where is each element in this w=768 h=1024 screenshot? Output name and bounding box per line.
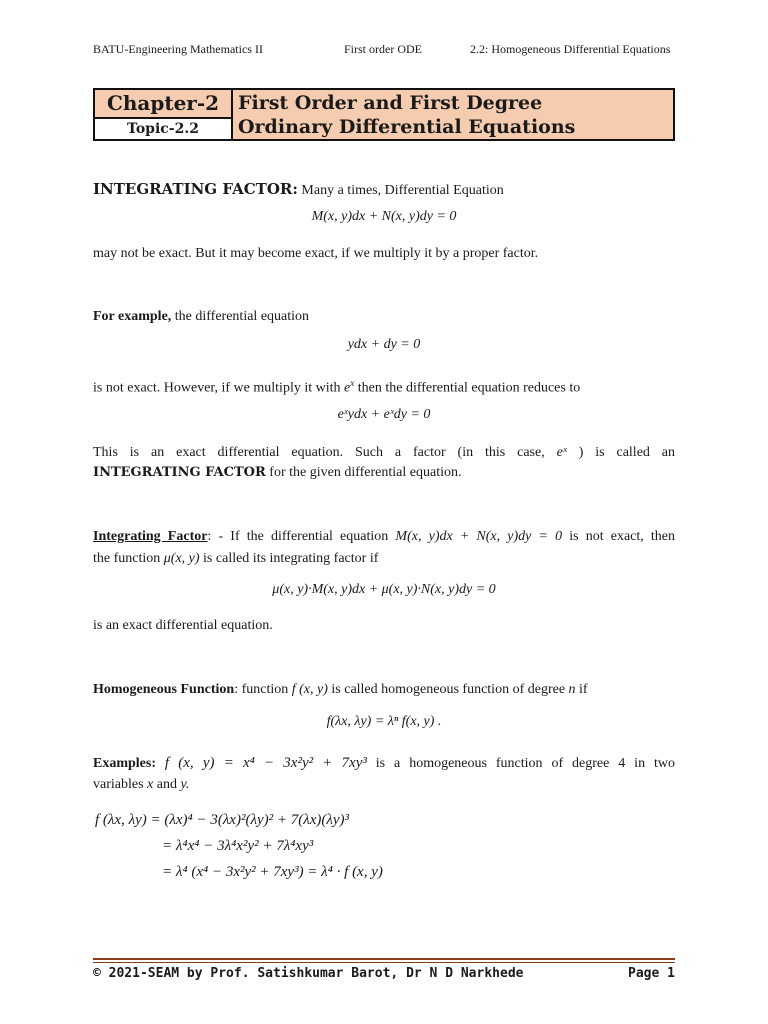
footer-copyright: © 2021-SEAM by Prof. Satishkumar Barot, Dr N D Narkhede: [93, 966, 524, 981]
example-multiplier: e: [344, 380, 351, 396]
exact-para-b: ) is called an: [578, 445, 676, 460]
example-text: the differential equation: [174, 309, 310, 324]
definition-line2-a: the function: [93, 551, 161, 566]
footer-rule-thin: [93, 962, 675, 963]
definition-rest: is not exact, then: [569, 529, 676, 544]
footer-rule-thick: [93, 958, 675, 960]
chapter-topic-cell: [95, 90, 233, 139]
mu-function: μ(x, y): [163, 551, 200, 566]
definition-line1: [93, 526, 675, 548]
examples-equation: f (x, y) = x⁴ − 3x²y² + 7xy³: [164, 755, 367, 771]
footer-page-number: Page 1: [628, 966, 675, 981]
header-center: First order ODE: [344, 42, 422, 56]
exact-para-a: This is an exact differential equation. Such a factor (in this case,: [93, 445, 545, 460]
example-label: For example,: [93, 309, 172, 324]
header-left: BATU-Engineering Mathematics II: [93, 42, 263, 56]
topic-label: Topic-2.2: [127, 121, 199, 137]
exact-para-factor: eˣ: [556, 445, 567, 460]
chapter-title-box: [93, 88, 675, 141]
homogeneous-equation: f(λx, λy) = λⁿ f(x, y) .: [326, 714, 442, 729]
definition-label: Integrating Factor: [93, 529, 208, 544]
example-line-a: is not exact. However, if we multiply it with: [93, 380, 341, 396]
definition-inline-equation: M(x, y)dx + N(x, y)dy = 0: [395, 529, 563, 544]
degree-n: n: [568, 682, 576, 697]
var-y: y.: [180, 777, 190, 792]
examples-line2: [93, 774, 675, 796]
integrating-factor-term: INTEGRATING FACTOR: [93, 465, 266, 480]
example-multiplier-exp: x: [350, 378, 355, 388]
chapter-title-cell: [233, 90, 673, 139]
definition-sep: : - If the differential equation: [207, 529, 389, 544]
derivation-line3: = λ⁴ (x⁴ − 3x²y² + 7xy³) = λ⁴ · f (x, y): [162, 864, 383, 880]
integrating-factor-equation: μ(x, y)·M(x, y)dx + μ(x, y)·N(x, y)dy = 0: [272, 582, 496, 597]
examples-label: Examples:: [93, 756, 156, 771]
reduced-equation: eˣydx + eˣdy = 0: [337, 407, 431, 422]
examples-variables: variables: [93, 777, 144, 792]
integrating-factor-heading: INTEGRATING FACTOR:: [93, 180, 298, 198]
derivation-line2: = λ⁴x⁴ − 3λ⁴x²y² + 7λ⁴xy³: [162, 838, 314, 854]
examples-text: is a homogeneous function of degree 4 in two: [375, 756, 675, 771]
homogeneous-definition: [93, 679, 675, 701]
example-equation: ydx + dy = 0: [347, 337, 421, 352]
integrating-factor-intro-text: Many a times, Differential Equation: [301, 183, 504, 198]
example-intro: [93, 306, 675, 328]
definition-closing: is an exact differential equation.: [93, 618, 273, 633]
chapter-title-line2: Ordinary Differential Equations: [238, 116, 576, 138]
general-de-equation: M(x, y)dx + N(x, y)dy = 0: [311, 209, 457, 224]
homogeneous-text-c: if: [579, 682, 588, 697]
not-exact-sentence: may not be exact. But it may become exact, if we multiply it by a proper factor.: [93, 246, 539, 261]
exact-paragraph-line2: [93, 462, 675, 484]
chapter-title-line1: First Order and First Degree: [238, 92, 543, 114]
example-line-b: then the differential equation reduces to: [357, 380, 581, 396]
exact-para-rest: for the given differential equation.: [269, 465, 462, 480]
definition-line2: [93, 548, 675, 570]
exact-paragraph-line1: [93, 442, 675, 464]
example-multiply-sentence: [93, 372, 675, 400]
homogeneous-fxy: f (x, y): [291, 682, 328, 697]
definition-line2-b: is called its integrating factor if: [203, 551, 379, 566]
examples-and: and: [156, 777, 177, 792]
header-right: 2.2: Homogeneous Differential Equations: [470, 42, 671, 56]
homogeneous-text-b: is called homogeneous function of degree: [331, 682, 566, 697]
var-x: x: [147, 777, 154, 792]
homogeneous-text-a: : function: [234, 682, 289, 697]
derivation-line1: f (λx, λy) = (λx)⁴ − 3(λx)²(λy)² + 7(λx)(λy)³: [95, 812, 350, 828]
homogeneous-label: Homogeneous Function: [93, 682, 235, 697]
examples-line1: [93, 752, 675, 775]
chapter-label: Chapter-2: [95, 90, 231, 119]
integrating-factor-intro: [93, 178, 675, 202]
